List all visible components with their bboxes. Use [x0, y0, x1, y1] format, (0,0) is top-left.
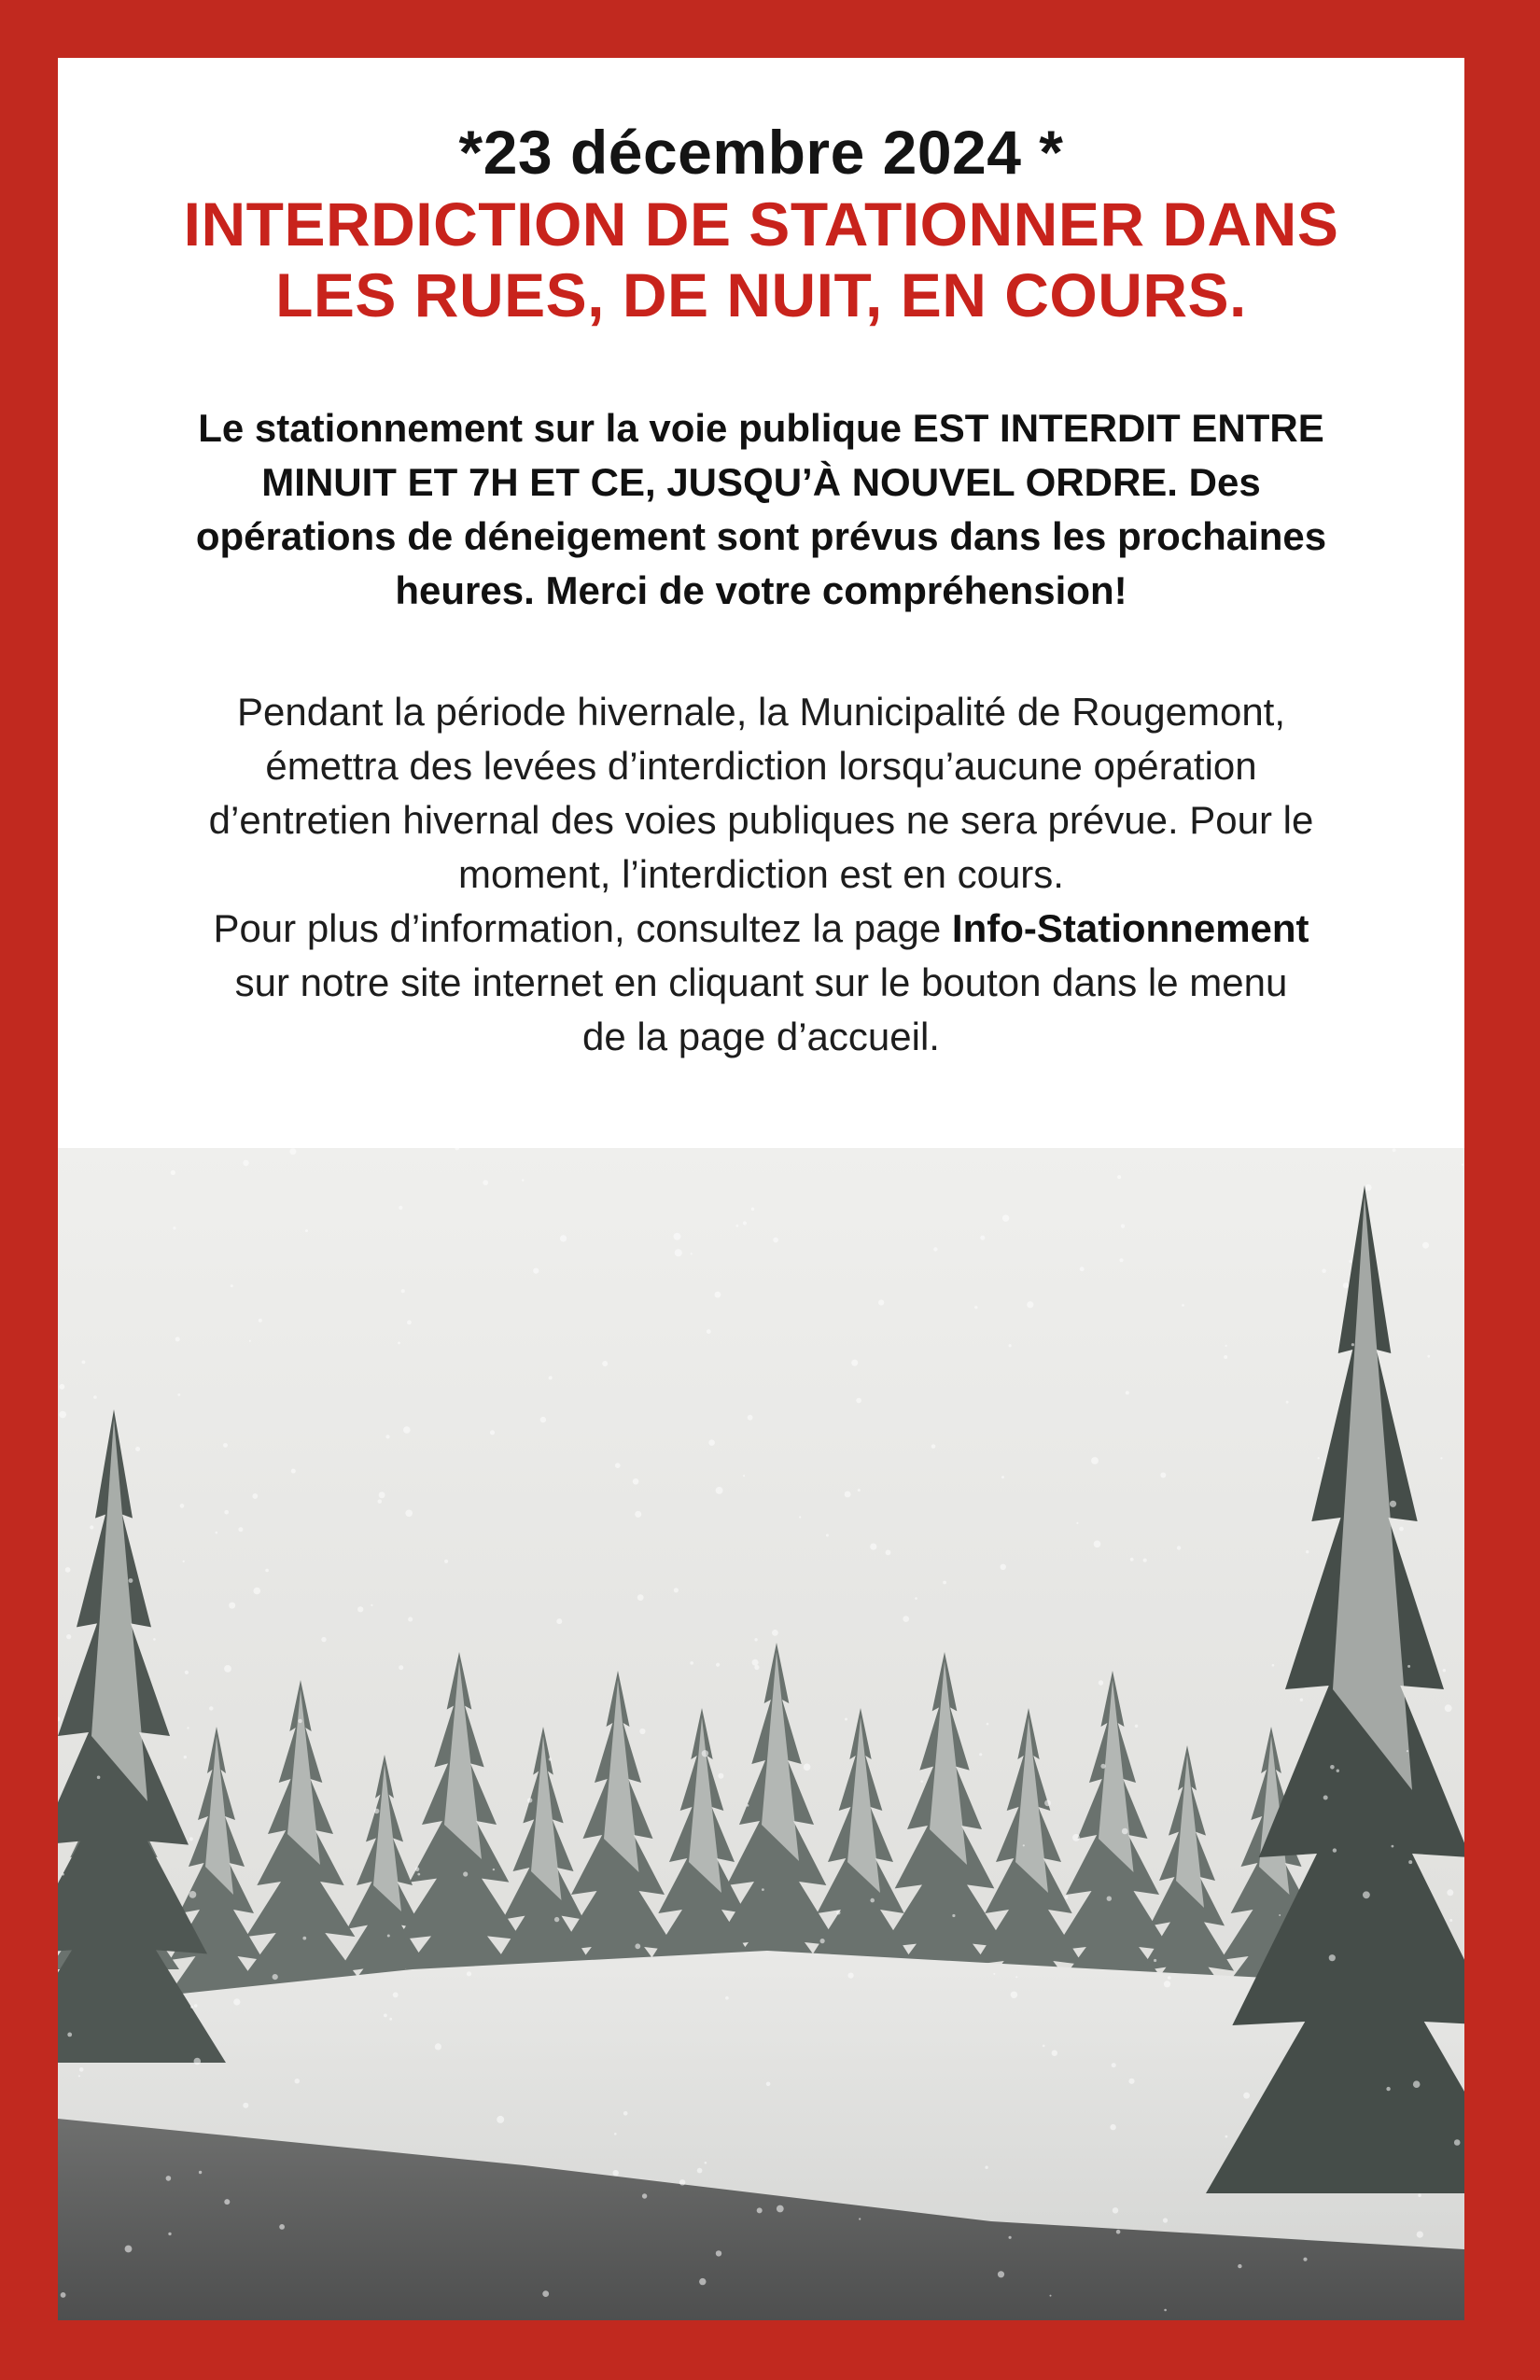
notice-panel: [58, 58, 1464, 2320]
bold-line-3: opérations de déneigement sont prévus dans les prochaines: [195, 514, 1327, 558]
bold-line-2: MINUIT ET 7H ET CE, JUSQU’À NOUVEL ORDRE. Des: [261, 460, 1261, 504]
notice-date: *23 décembre 2024 *: [458, 118, 1064, 187]
bold-line-1: Le stationnement sur la voie publique EST INTERDIT ENTRE: [198, 406, 1324, 450]
snowy-forest-illustration: [58, 1148, 1464, 2320]
parking-ban-notice: [95, 401, 1427, 618]
snowy-forest-photo: [58, 1148, 1464, 2320]
info-line-3: d’entretien hivernal des voies publiques ne sera prévue. Pour le: [208, 798, 1314, 842]
winter-info-paragraph: [95, 685, 1427, 1064]
info-line-5: [95, 902, 1427, 956]
bold-line-4: heures. Merci de votre compréhension!: [395, 568, 1127, 612]
info-line-1: Pendant la période hivernale, la Municipalité de Rougemont,: [236, 690, 1286, 734]
headline-line-2: LES RUES, DE NUIT, EN COURS.: [275, 260, 1247, 329]
headline-line-1: INTERDICTION DE STATIONNER DANS: [183, 189, 1339, 259]
notice-headline: [114, 189, 1408, 330]
info-line-4: moment, l’interdiction est en cours.: [458, 852, 1064, 896]
info-line-2: émettra des levées d’interdiction lorsqu’aucune opération: [265, 744, 1257, 788]
info-stationnement-link[interactable]: Info-Stationnement: [951, 906, 1309, 950]
info-line-6: sur notre site internet en cliquant sur le bouton dans le menu: [234, 960, 1288, 1004]
info-line-5-prefix: Pour plus d’information, consultez la page: [213, 906, 952, 950]
notice-text-area: [58, 58, 1464, 1148]
info-line-7: de la page d’accueil.: [582, 1015, 940, 1058]
